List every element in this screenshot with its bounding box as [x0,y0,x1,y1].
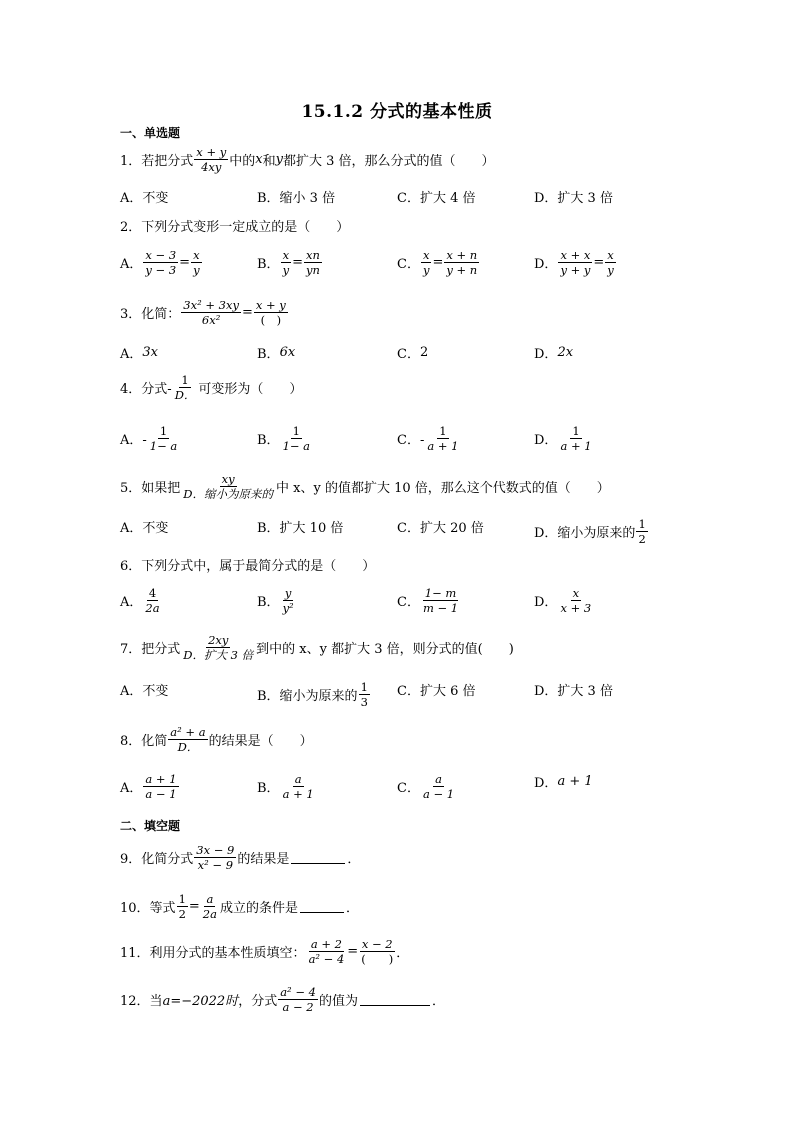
options-q1 [120,187,680,211]
option-a[interactable]: A．不变 [120,521,169,536]
option-d[interactable]: D．扩大 3 倍 [534,191,613,206]
question-9: 9． 化简分式 $\frac{3x - 9}{\text{x² − 9}}$ 的结果是 ． [120,843,361,872]
options-q6 [120,586,680,620]
option-d[interactable]: D． 2x [534,345,574,362]
option-c[interactable]: C．扩大 6 倍 [397,684,476,699]
option-c[interactable]: C．扩大 4 倍 [397,191,476,206]
options-q2 [120,248,680,282]
option-d[interactable]: D．扩大 3 倍 [534,684,613,699]
answer-blank[interactable] [300,900,344,913]
question-8: 8． 化简 $\frac{\text{a² + a}}{D.}$ 的结果是（ ） [120,725,313,754]
question-1: 1． 若把分式 $\frac{x + y}{4xy}$ 中的 x 和 y 都扩大 3 倍，那么分式的值（ ） [120,145,495,174]
option-b[interactable]: B． $\frac{y}{\text{y²}}$ [257,586,294,615]
option-d[interactable]: D． $\frac{x}{x + 3}$ [534,586,592,615]
option-b[interactable]: B． $\frac{x}{y}$ = $\frac{xn}{yn}$ [257,248,320,277]
answer-blank[interactable] [291,851,345,864]
option-b[interactable]: B．扩大 10 倍 [257,521,344,536]
option-d[interactable]: D． $\frac{x + x}{y + y}$ = $\frac{x}{y}$ [534,248,614,277]
option-c[interactable]: C．扩大 20 倍 [397,521,484,536]
option-b[interactable]: B． $\frac{a}{a + 1}$ [257,772,314,801]
section-fill-in: 二、填空题 [120,819,181,833]
option-b[interactable]: B． 6x [257,345,296,362]
option-a[interactable]: A． $\frac{x - 3}{y - 3}$ = $\frac{x}{y}$ [120,248,200,277]
option-c[interactable]: C．- $\frac{1}{a + 1}$ [397,424,459,453]
option-a[interactable]: A． $\frac{a + 1}{a - 1}$ [120,772,177,801]
option-a[interactable]: A． 3x [120,345,158,362]
option-b[interactable]: B．缩小 3 倍 [257,191,336,206]
option-a[interactable]: A． $\frac{4}{2a}$ [120,586,160,615]
option-c[interactable]: C． $\frac{1- m}{m - 1}$ [397,586,459,615]
option-a[interactable]: A．不变 [120,684,169,699]
question-7: 7． 把分式 $\frac{2xy}{\text{D．扩大 3 倍}}$ 到中的 x、y 都扩大 3 倍，则分式的值( ) [120,633,514,662]
option-d[interactable]: D． a + 1 [534,774,593,791]
option-c[interactable]: C． 2 [397,345,429,362]
option-d[interactable]: D．缩小为原来的 $\frac{1}{2}$ [534,517,646,546]
question-10: 10． 等式 $\frac{1}{2}$ = $\frac{a}{2a}$ 成立的条件是 ． [120,892,360,921]
options-q8 [120,772,680,806]
question-3: 3． 化简： $\frac{\text{3x² + 3xy}}{\text{6x²}}$ = $\frac{x + y}{( )}$ [120,298,286,327]
options-q5 [120,517,680,551]
option-a[interactable]: A．不变 [120,191,169,206]
question-5: 5． 如果把 $\frac{xy}{\text{D．缩小为原来的}}$ 中 x、y 的值都扩大 10 倍，那么这个代数式的值（ ） [120,472,610,501]
options-q4 [120,424,680,458]
option-c[interactable]: C． $\frac{a}{a - 1}$ [397,772,455,801]
option-b[interactable]: B．缩小为原来的 $\frac{1}{3}$ [257,680,368,709]
question-12: 12． 当 a=−2022时 ，分式 $\frac{\text{a² − 4}}{a - 2}$ 的值为 ． [120,985,445,1014]
option-b[interactable]: B． $\frac{1}{1- a}$ [257,424,311,453]
option-d[interactable]: D． $\frac{1}{a + 1}$ [534,424,592,453]
options-q7 [120,680,680,714]
question-6: 6． 下列分式中，属于最简分式的是（ ） [120,559,376,574]
option-c[interactable]: C． $\frac{x}{y}$ = $\frac{x + n}{y + n}$ [397,248,478,277]
question-11: 11． 利用分式的基本性质填空： $\frac{a + 2}{\text{a² − 4}}$ = $\frac{x - 2}{( )}$ ． [120,937,410,966]
fraction: $\frac{x + y}{4xy}$ [196,145,227,174]
options-q3 [120,343,680,367]
page-title: 15.1.2 分式的基本性质 [301,102,493,122]
question-4: 4． 分式- $\frac{1}{D.}$ 可变形为（ ） [120,373,303,402]
option-a[interactable]: A．- $\frac{1}{1- a}$ [120,424,178,453]
question-2: 2． 下列分式变形一定成立的是（ ） [120,220,350,235]
answer-blank[interactable] [360,993,430,1006]
section-single-choice: 一、单选题 [120,126,181,140]
